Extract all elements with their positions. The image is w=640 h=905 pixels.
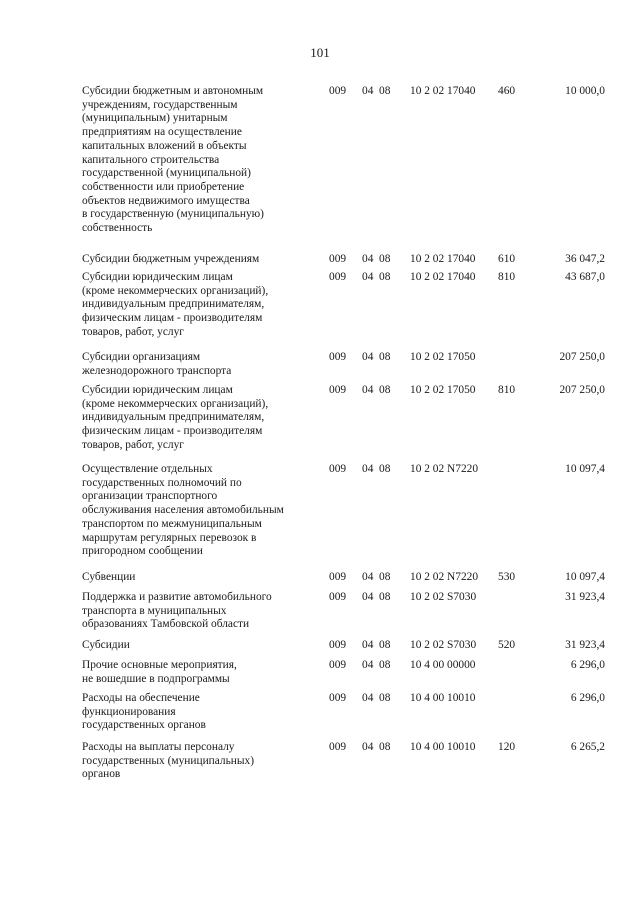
row-name [82,571,318,585]
row-name-line: Расходы на выплаты персоналу [82,741,235,753]
expense-type-code: 610 [498,253,516,265]
amount: 6 296,0 [570,659,605,671]
row-name [82,591,318,632]
row-name-line: капитальных вложений в объекты [82,139,247,152]
ministry-code: 009 [329,351,347,363]
ministry-code: 009 [329,692,347,704]
row-name-line: Расходы на обеспечение [82,692,200,704]
row-name-line: Субсидии юридическим лицам [82,271,233,283]
row-name-line: физическим лицам - производителям [82,425,263,438]
row-name [82,384,318,453]
section-code: 04 [362,659,374,671]
ministry-code: 009 [329,384,347,396]
expense-type-code: 530 [498,571,516,583]
subsection-code: 08 [379,85,391,97]
amount: 6 296,0 [570,692,605,704]
row-name-line: товаров, работ, услуг [82,325,184,338]
expense-type-code: 810 [498,271,516,283]
target-article-code: 10 2 02 17050 [410,351,476,363]
row-name-line: собственность [82,222,153,235]
row-name-line: физическим лицам - производителям [82,312,263,325]
subsection-code: 08 [379,384,391,396]
row-name-line: предприятиям на осуществление [82,126,242,139]
section-code: 04 [362,85,374,97]
section-code: 04 [362,463,374,475]
row-name-line: капитального строительства [82,153,220,166]
target-article-code: 10 2 02 17040 [410,253,476,265]
section-code: 04 [362,271,374,283]
amount: 10 097,4 [565,571,605,583]
row-name-line: не вошедшие в подпрограммы [82,672,230,685]
target-article-code: 10 2 02 17040 [410,85,476,97]
row-name-line: государственной (муниципальной) [82,167,251,180]
row-name [82,85,318,236]
row-name-line: маршрутам регулярных перевозок в [82,531,257,544]
section-code: 04 [362,384,374,396]
section-code: 04 [362,639,374,651]
amount: 31 923,4 [565,639,605,651]
ministry-code: 009 [329,253,347,265]
row-name-line: (муниципальным) унитарным [82,112,228,125]
row-name-line: индивидуальным предпринимателям, [82,298,265,311]
row-name-line: (кроме некоммерческих организаций), [82,284,269,297]
amount: 10 097,4 [565,463,605,475]
ministry-code: 009 [329,85,347,97]
row-name [82,351,318,378]
subsection-code: 08 [379,591,391,603]
row-name-line: транспорта в муниципальных [82,604,227,617]
subsection-code: 08 [379,351,391,363]
target-article-code: 10 2 02 N7220 [410,571,479,583]
row-name-line: собственности или приобретение [82,180,245,193]
ministry-code: 009 [329,271,347,283]
amount: 6 265,2 [570,741,605,753]
row-name-line: государственных органов [82,719,206,732]
row-name-line: Субсидии бюджетным и автономным [82,85,264,97]
row-name [82,692,318,733]
amount: 31 923,4 [565,591,605,603]
target-article-code: 10 2 02 S7030 [410,639,477,651]
target-article-code: 10 2 02 17050 [410,384,476,396]
row-name-line: Субсидии юридическим лицам [82,384,233,396]
row-name-line: пригородном сообщении [82,545,203,558]
subsection-code: 08 [379,571,391,583]
amount: 207 250,0 [559,351,605,363]
section-code: 04 [362,253,374,265]
amount: 43 687,0 [565,271,605,283]
row-name-line: организации транспортного [82,490,218,503]
row-name-line: Субсидии [82,639,130,651]
ministry-code: 009 [329,659,347,671]
subsection-code: 08 [379,659,391,671]
target-article-code: 10 2 02 N7220 [410,463,479,475]
target-article-code: 10 4 00 10010 [410,692,476,704]
page-number: 101 [310,45,330,60]
section-code: 04 [362,591,374,603]
subsection-code: 08 [379,692,391,704]
amount: 36 047,2 [565,253,605,265]
target-article-code: 10 4 00 00000 [410,659,476,671]
expense-type-code: 520 [498,639,516,651]
row-name-line: обслуживания населения автомобильным [82,504,284,517]
row-name-line: в государственную (муниципальную) [82,208,264,221]
row-name-line: функционирования [82,705,176,718]
section-code: 04 [362,692,374,704]
subsection-code: 08 [379,639,391,651]
row-name-line: Прочие основные мероприятия, [82,659,237,671]
subsection-code: 08 [379,463,391,475]
row-name-line: железнодорожного транспорта [82,364,232,377]
ministry-code: 009 [329,639,347,651]
expense-type-code: 120 [498,741,516,753]
section-code: 04 [362,351,374,363]
ministry-code: 009 [329,591,347,603]
ministry-code: 009 [329,741,347,753]
row-name [82,741,318,782]
row-name [82,271,318,340]
row-name-line: государственных (муниципальных) [82,754,255,767]
row-name-line: государственных полномочий по [82,476,242,489]
row-name-line: индивидуальным предпринимателям, [82,411,265,424]
ministry-code: 009 [329,463,347,475]
row-name [82,253,318,267]
row-name-line: транспортом по межмуниципальным [82,517,262,530]
row-name-line: Поддержка и развитие автомобильного [82,591,272,603]
expense-type-code: 810 [498,384,516,396]
row-name [82,659,318,686]
row-name-line: Субвенции [82,571,136,583]
row-name-line: (кроме некоммерческих организаций), [82,397,269,410]
row-name-line: органов [82,768,121,781]
subsection-code: 08 [379,271,391,283]
target-article-code: 10 4 00 10010 [410,741,476,753]
target-article-code: 10 2 02 S7030 [410,591,477,603]
amount: 10 000,0 [565,85,605,97]
row-name-line: Осуществление отдельных [82,463,213,475]
row-name-line: Субсидии организациям [82,351,201,363]
row-name-line: объектов недвижимого имущества [82,194,250,207]
row-name [82,639,318,653]
section-code: 04 [362,741,374,753]
row-name [82,463,318,559]
expense-type-code: 460 [498,85,516,97]
row-name-line: товаров, работ, услуг [82,438,184,451]
subsection-code: 08 [379,741,391,753]
subsection-code: 08 [379,253,391,265]
section-code: 04 [362,571,374,583]
row-name-line: Субсидии бюджетным учреждениям [82,253,260,265]
amount: 207 250,0 [559,384,605,396]
ministry-code: 009 [329,571,347,583]
target-article-code: 10 2 02 17040 [410,271,476,283]
row-name-line: образованиях Тамбовской области [82,618,250,631]
row-name-line: учреждениям, государственным [82,98,238,111]
